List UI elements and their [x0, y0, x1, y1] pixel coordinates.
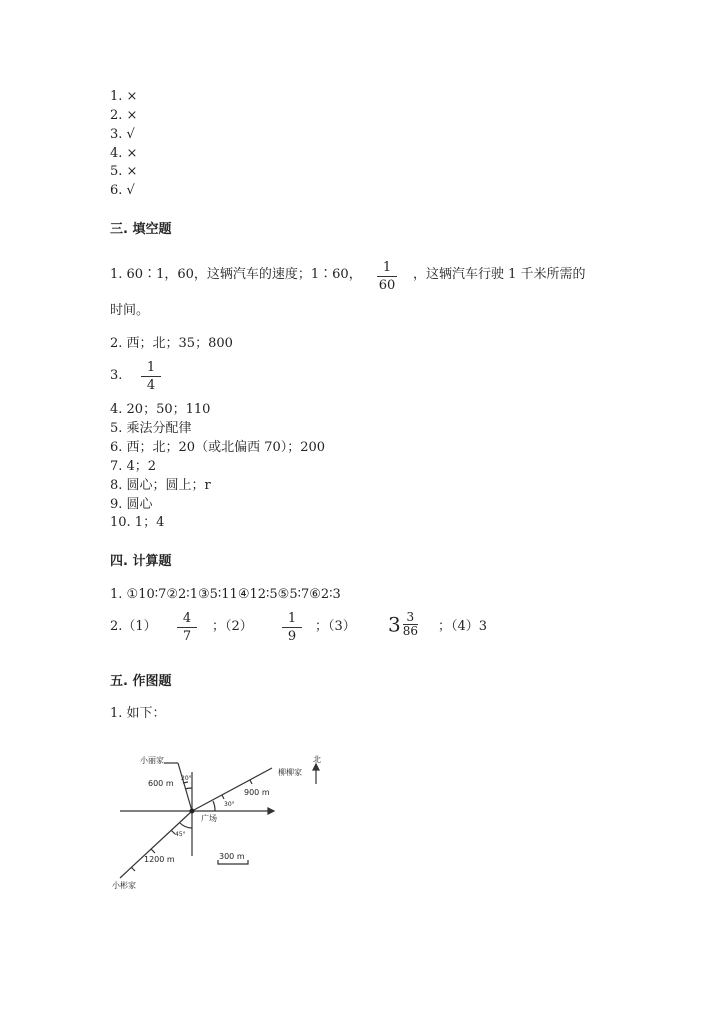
tick-mark: [151, 849, 155, 853]
fill-q3-fraction: [139, 360, 163, 393]
fill-q1-continued: 时间。: [110, 303, 150, 318]
label-xiaobin: 小彬家: [112, 881, 136, 890]
fraction-bar: [141, 376, 161, 377]
fill-item-6: 6. 西；北；20（或北偏西 70）；200: [110, 440, 326, 455]
fraction-numerator: 1: [146, 360, 156, 375]
calc-q2-mixed-number: [388, 611, 418, 638]
label-angle-30: 30°: [224, 801, 235, 808]
fill-q3-label: 3.: [110, 368, 123, 383]
judge-item-6: 6. √: [110, 183, 135, 198]
fraction-denominator: 4: [146, 378, 156, 393]
label-angle-20: 20°: [181, 775, 192, 782]
north-arrow-head: [313, 764, 319, 770]
fraction-numerator: 1: [382, 260, 392, 275]
ray-to-xiaobin: [120, 811, 192, 878]
angle-arc-30: [213, 801, 215, 811]
calc-heading: 四. 计算题: [110, 554, 172, 569]
calc-q2-sep-2: ；（2）: [212, 619, 253, 634]
calc-q1: 1. ①10∶7②2∶1③5∶11④12∶5⑤5∶7⑥2∶3: [110, 587, 341, 602]
square-point: [190, 809, 195, 814]
calc-q2-sep-4: ；（4）3: [438, 619, 488, 634]
label-distance-600: 600 m: [148, 779, 174, 788]
judge-item-4: 4. ×: [110, 146, 138, 161]
tick-mark: [131, 867, 135, 871]
mixed-fraction: [403, 611, 418, 638]
fraction-numerator: 1: [287, 611, 297, 626]
label-liuliu: 柳柳家: [278, 768, 302, 777]
judge-item-3: 3. √: [110, 127, 135, 142]
fill-item-10: 10. 1；4: [110, 515, 165, 530]
judge-item-1: 1. ×: [110, 89, 138, 104]
direction-diagram: [100, 748, 340, 896]
label-xiaoli: 小丽家: [140, 756, 164, 765]
label-scale: 300 m: [219, 852, 245, 861]
calc-q2-label: 2.（1）: [110, 619, 157, 634]
calc-q2-fraction-1: [175, 611, 199, 644]
fill-q1-fraction: [375, 260, 399, 293]
fill-item-7: 7. 4；2: [110, 459, 157, 474]
fill-q1-part2: ，这辆汽车行驶 1 千米所需的: [413, 267, 586, 282]
angle-arc-20: [185, 788, 192, 789]
axis-arrow: [268, 808, 274, 814]
fill-q2: 2. 西；北；35；800: [110, 336, 233, 351]
fill-item-9: 9. 圆心: [110, 497, 153, 512]
angle-arc-45: [180, 823, 192, 828]
fraction-denominator: 9: [287, 629, 297, 644]
label-angle-45: 45°: [175, 831, 186, 838]
tick-mark: [222, 795, 224, 799]
fill-item-8: 8. 圆心；圆上；r: [110, 478, 211, 493]
label-distance-900: 900 m: [244, 788, 270, 797]
judge-item-2: 2. ×: [110, 108, 138, 123]
label-north: 北: [313, 755, 321, 764]
tick-mark: [250, 780, 252, 784]
fraction-denominator: 60: [378, 278, 396, 293]
fill-item-5: 5. 乘法分配律: [110, 421, 192, 436]
draw-q1: 1. 如下：: [110, 706, 166, 721]
label-distance-1200: 1200 m: [144, 855, 175, 864]
fraction-bar: [177, 627, 197, 628]
fill-q1-part1: 1. 60∶1，60，这辆汽车的速度；1∶60，: [110, 267, 362, 282]
fraction-bar: [282, 627, 302, 628]
fraction-denominator: 86: [402, 624, 419, 638]
fraction-bar: [377, 276, 397, 277]
fraction-denominator: 7: [182, 629, 192, 644]
ray-to-xiaoli: [178, 763, 192, 811]
judge-item-5: 5. ×: [110, 164, 138, 179]
mixed-whole: 3: [388, 612, 401, 637]
draw-heading: 五. 作图题: [110, 674, 172, 689]
calc-q2-sep-3: ；（3）: [315, 619, 356, 634]
calc-q2-fraction-2: [280, 611, 304, 644]
fill-item-4: 4. 20；50；110: [110, 402, 211, 417]
fraction-numerator: 3: [406, 610, 415, 624]
label-square: 广场: [201, 814, 217, 823]
fraction-numerator: 4: [182, 611, 192, 626]
fill-heading: 三. 填空题: [110, 222, 172, 237]
